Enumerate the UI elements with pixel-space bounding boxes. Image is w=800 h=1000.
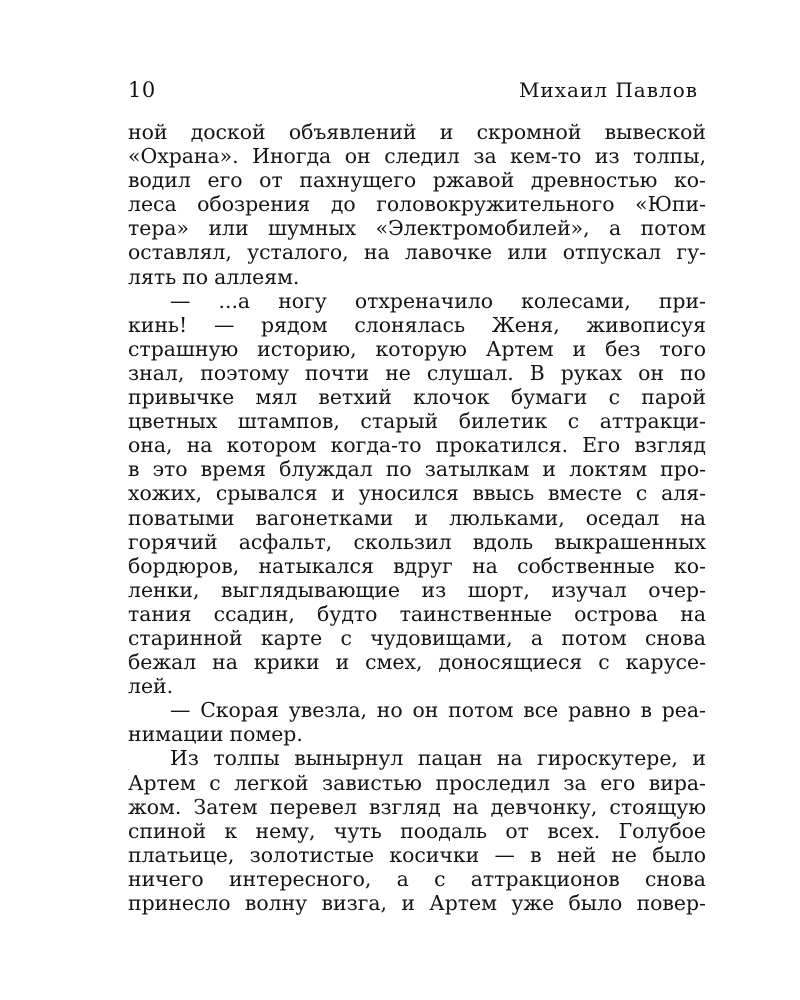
text-line: принесло волну визга, и Артем уже было повер- [128, 891, 706, 915]
text-line: платьице, золотистые косички — в ней не было [128, 842, 706, 867]
text-line: тания ссадин, будто таинственные острова на [128, 601, 706, 626]
text-line: — Скорая увезла, но он потом все равно в реа- [170, 698, 706, 723]
text-line: жом. Затем перевел взгляд на девчонку, стоящую [128, 794, 706, 819]
text-line: кинь! — рядом слонялась Женя, живописуя [128, 312, 706, 337]
text-line: Из толпы вынырнул пацан на гироскутере, и [170, 746, 706, 771]
text-line: бордюров, натыкался вдруг на собственные ко- [128, 553, 706, 578]
body-text [128, 120, 706, 915]
page-number: 10 [128, 78, 156, 102]
text-line: ной доской объявлений и скромной вывеской [128, 120, 706, 144]
text-line: цветных штампов, старый билетик с аттракци- [128, 409, 706, 434]
text-line: спиной к нему, чуть поодаль от всех. Голубое [128, 818, 706, 843]
running-head: Михаил Павлов [518, 78, 698, 102]
text-line: старинной карте с чудовищами, а потом снова [128, 625, 706, 650]
text-line: тера» или шумных «Электромобилей», а потом [128, 216, 706, 241]
text-line: леса обозрения до головокружительного «Юпи- [128, 192, 706, 217]
text-line: хожих, срывался и уносился ввысь вместе с аля- [128, 481, 706, 506]
text-line: ленки, выглядывающие из шорт, изучал очер- [128, 577, 706, 602]
text-line: Артем с легкой завистью проследил за его вира- [128, 770, 706, 795]
text-line: она, на котором когда-то прокатился. Его взгляд [128, 433, 706, 458]
text-line: нимации помер. [128, 722, 303, 747]
text-line: страшную историю, которую Артем и без того [128, 336, 706, 361]
text-line: ничего интересного, а с аттракционов снова [128, 866, 706, 891]
text-line: привычке мял ветхий клочок бумаги с парой [128, 385, 706, 410]
text-line: лей. [128, 674, 174, 699]
text-line: в это время блуждал по затылкам и локтям про- [128, 457, 706, 482]
text-line: водил его от пахнущего ржавой древностью ко- [128, 168, 706, 193]
text-line: горячий асфальт, скользил вдоль выкрашенных [128, 529, 706, 554]
text-line: знал, поэтому почти не слушал. В руках он по [128, 360, 706, 385]
text-line: лять по аллеям. [128, 264, 300, 289]
text-line: бежал на крики и смех, доносящиеся с карусе- [128, 650, 706, 675]
text-line: поватыми вагонетками и люльками, оседал на [128, 505, 706, 530]
text-line: — ...а ногу отхреначило колесами, при- [170, 288, 706, 313]
text-line: оставлял, усталого, на лавочке или отпускал гу- [128, 240, 706, 265]
text-line: «Охрана». Иногда он следил за кем-то из толпы, [128, 144, 706, 169]
